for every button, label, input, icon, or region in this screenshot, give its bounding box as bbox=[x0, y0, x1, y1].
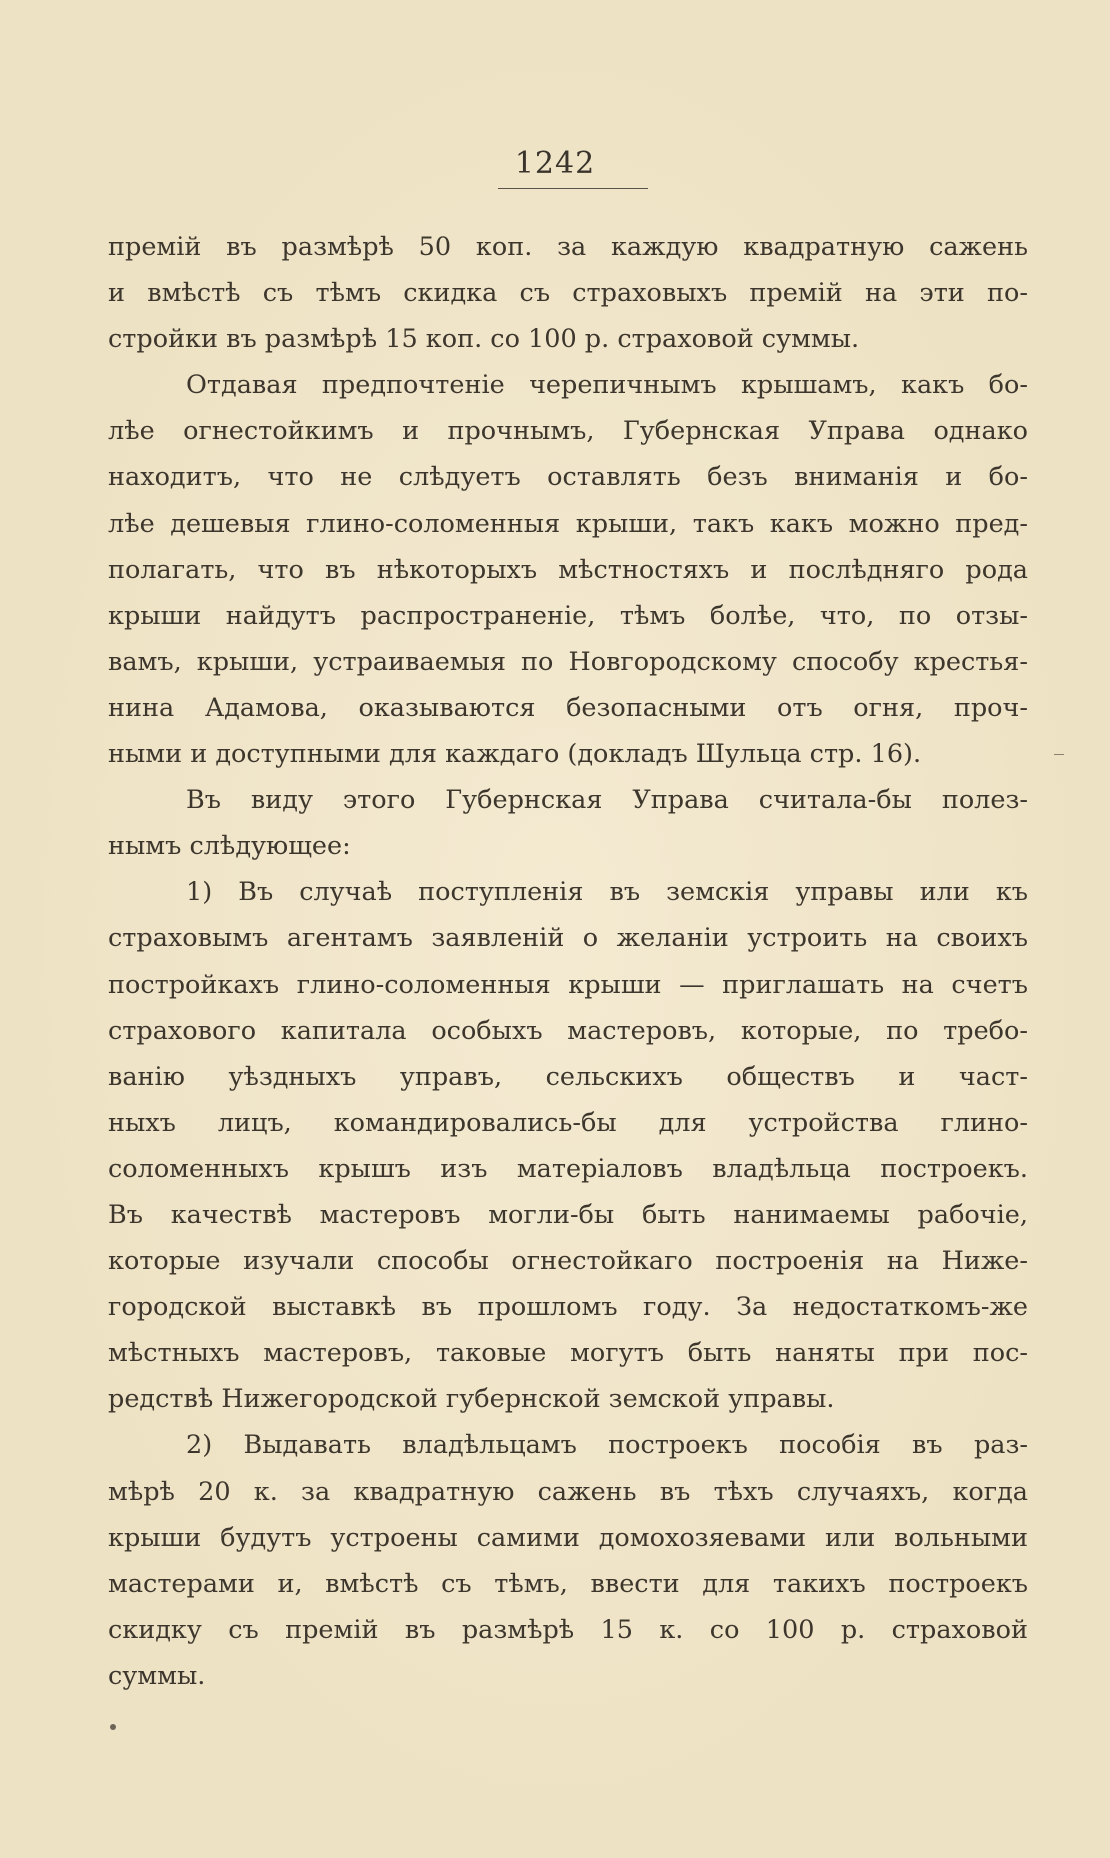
text-line: и вмѣстѣ съ тѣмъ скидка съ страховыхъ премій на эти по- bbox=[108, 278, 1028, 309]
text-line: нымъ слѣдующее: bbox=[108, 831, 351, 862]
ink-dot bbox=[110, 1724, 116, 1730]
text-line: крыши будутъ устроены самими домохозяевами или вольными bbox=[108, 1522, 1028, 1553]
page-number: 1242 bbox=[514, 146, 596, 181]
text-line: соломенныхъ крышъ изъ матеріаловъ владѣльца построекъ. bbox=[108, 1153, 1028, 1184]
text-line: страховымъ агентамъ заявленій о желаніи устроить на своихъ bbox=[108, 923, 1028, 954]
text-line: 1) Въ случаѣ поступленія въ земскія управы или къ bbox=[186, 877, 1028, 908]
text-line: стройки въ размѣрѣ 15 коп. со 100 р. страховой суммы. bbox=[108, 324, 860, 355]
header-rule bbox=[498, 188, 648, 189]
text-line: мастерами и, вмѣстѣ съ тѣмъ, ввести для такихъ построекъ bbox=[108, 1568, 1028, 1599]
margin-mark bbox=[1054, 754, 1064, 755]
text-line: премій въ размѣрѣ 50 коп. за каждую квадратную сажень bbox=[108, 232, 1028, 262]
text-line: мѣстныхъ мастеровъ, таковые могутъ быть наняты при пос- bbox=[108, 1338, 1028, 1369]
text-line: страхового капитала особыхъ мастеровъ, которые, по требо- bbox=[108, 1015, 1028, 1046]
text-line: которые изучали способы огнестойкаго построенія на Ниже- bbox=[108, 1246, 1028, 1277]
text-line: мѣрѣ 20 к. за квадратную сажень въ тѣхъ случаяхъ, когда bbox=[108, 1476, 1028, 1507]
text-line: лѣе дешевыя глино-соломенныя крыши, такъ какъ можно пред- bbox=[108, 508, 1028, 539]
body-text bbox=[108, 224, 1028, 1699]
text-line: 2) Выдавать владѣльцамъ построекъ пособія въ раз- bbox=[186, 1430, 1028, 1461]
text-line: Въ качествѣ мастеровъ могли-бы быть нанимаемы рабочіе, bbox=[108, 1199, 1028, 1230]
text-line: ванію уѣздныхъ управъ, сельскихъ обществъ и част- bbox=[108, 1061, 1028, 1092]
text-line: городской выставкѣ въ прошломъ году. За недостаткомъ-же bbox=[108, 1292, 1028, 1323]
text-line: ными и доступными для каждаго (докладъ Шульца стр. 16). bbox=[108, 739, 922, 770]
text-line: крыши найдутъ распространеніе, тѣмъ болѣе, что, по отзы- bbox=[108, 600, 1028, 631]
text-line: ныхъ лицъ, командировались-бы для устройства глино- bbox=[108, 1107, 1028, 1138]
text-line: находитъ, что не слѣдуетъ оставлять безъ вниманія и бо- bbox=[108, 462, 1028, 493]
text-line: полагать, что въ нѣкоторыхъ мѣстностяхъ и послѣдняго рода bbox=[108, 554, 1028, 585]
text-line: постройкахъ глино-соломенныя крыши — приглашать на счетъ bbox=[108, 969, 1028, 1000]
text-line: Отдавая предпочтеніе черепичнымъ крышамъ, какъ бо- bbox=[186, 370, 1028, 401]
text-line: лѣе огнестойкимъ и прочнымъ, Губернская Управа однако bbox=[108, 416, 1028, 447]
text-line: Въ виду этого Губернская Управа считала-бы полез- bbox=[186, 785, 1028, 816]
text-line: скидку съ премій въ размѣрѣ 15 к. со 100 р. страховой bbox=[108, 1614, 1028, 1645]
text-line: нина Адамова, оказываются безопасными отъ огня, проч- bbox=[108, 692, 1028, 723]
text-line: суммы. bbox=[108, 1660, 206, 1691]
text-line: редствѣ Нижегородской губернской земской управы. bbox=[108, 1384, 835, 1415]
text-line: вамъ, крыши, устраиваемыя по Новгородскому способу крестья- bbox=[108, 646, 1028, 677]
